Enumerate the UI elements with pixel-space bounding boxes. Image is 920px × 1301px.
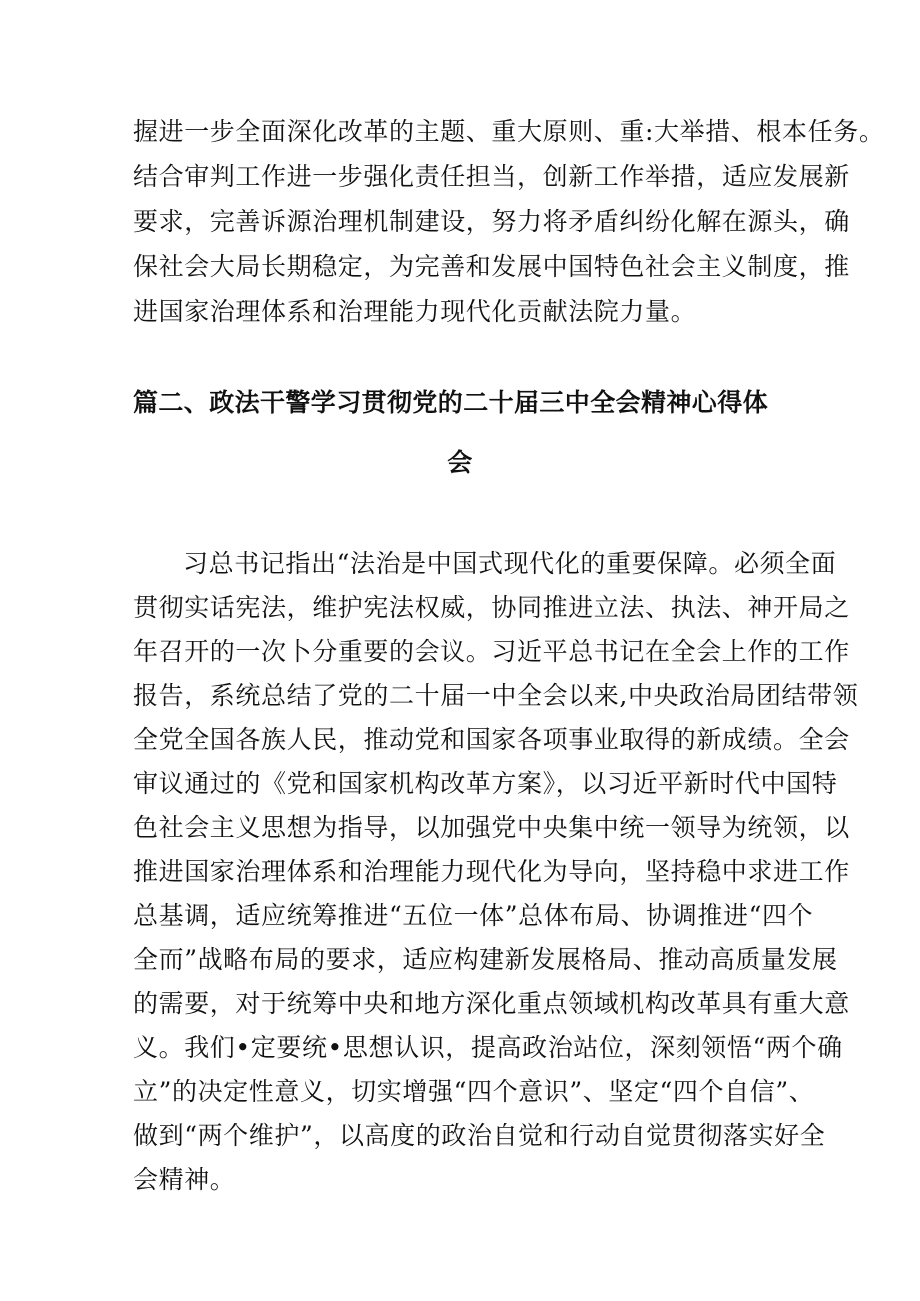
- paragraph-line: 要求，完善诉源治理机制建设，努力将矛盾纠纷化解在源头，确: [133, 207, 850, 236]
- paragraph-line: 习总书记指出“法治是中国式现代化的重要保障。必须全面: [183, 549, 837, 578]
- paragraph-line: 的需要，对于统筹中央和地方深化重点领域机构改革具有重大意: [133, 989, 850, 1018]
- paragraph-line: 全党全国各族人民，推动党和国家各项事业取得的新成绩。全会: [133, 725, 850, 754]
- paragraph-line: 推进国家治理体系和治理能力现代化为导向，坚持稳中求进工作: [133, 857, 850, 886]
- paragraph-line: 保社会大局长期稳定，为完善和发展中国特色社会主义制度，推: [133, 252, 850, 281]
- paragraph-line: 结合审判工作进一步强化责任担当，创新工作举措，适应发展新: [133, 162, 850, 191]
- paragraph-line: 报告，系统总结了党的二十届一中全会以来,中央政治局团结带领: [133, 681, 859, 710]
- paragraph-line: 立”的决定性意义，切实增强“四个意识”、坚定“四个自信”、: [133, 1077, 815, 1106]
- paragraph-line: 进国家治理体系和治理能力现代化贡献法院力量。: [133, 297, 697, 326]
- paragraph-line: 全而”战略布局的要求，适应构建新发展格局、推动高质量发展: [133, 945, 838, 974]
- paragraph-line: 贯彻实话宪法，维护宪法权威，协同推进立法、执法、神开局之: [133, 593, 850, 622]
- paragraph-line: 色社会主义思想为指导，以加强党中央集中统一领导为统领，以: [133, 813, 850, 842]
- paragraph-line: 审议通过的《党和国家机构改革方案》，以习近平新时代中国特: [133, 769, 838, 798]
- paragraph-line: 会精神。: [133, 1165, 236, 1194]
- section-heading-line: 会: [447, 448, 473, 477]
- paragraph-line: 做到“两个维护”，以高度的政治自觉和行动自觉贯彻落实好全: [133, 1121, 826, 1150]
- paragraph-line: 总基调，适应统筹推进“五位一体”总体布局、协调推进“四个: [133, 901, 814, 930]
- paragraph-line: 握进一步全面深化改革的主题、重大原则、重:大举措、根本任务。: [133, 117, 885, 146]
- section-heading-line: 篇二、政法干警学习贯彻党的二十届三中全会精神心得体: [133, 388, 769, 417]
- paragraph-line: 年召开的一次卜分重要的会议。习近平总书记在全会上作的工作: [133, 637, 850, 666]
- paragraph-line: 义。我们•定要统•思想认识，提高政治站位，深刻领悟“两个确: [133, 1033, 843, 1062]
